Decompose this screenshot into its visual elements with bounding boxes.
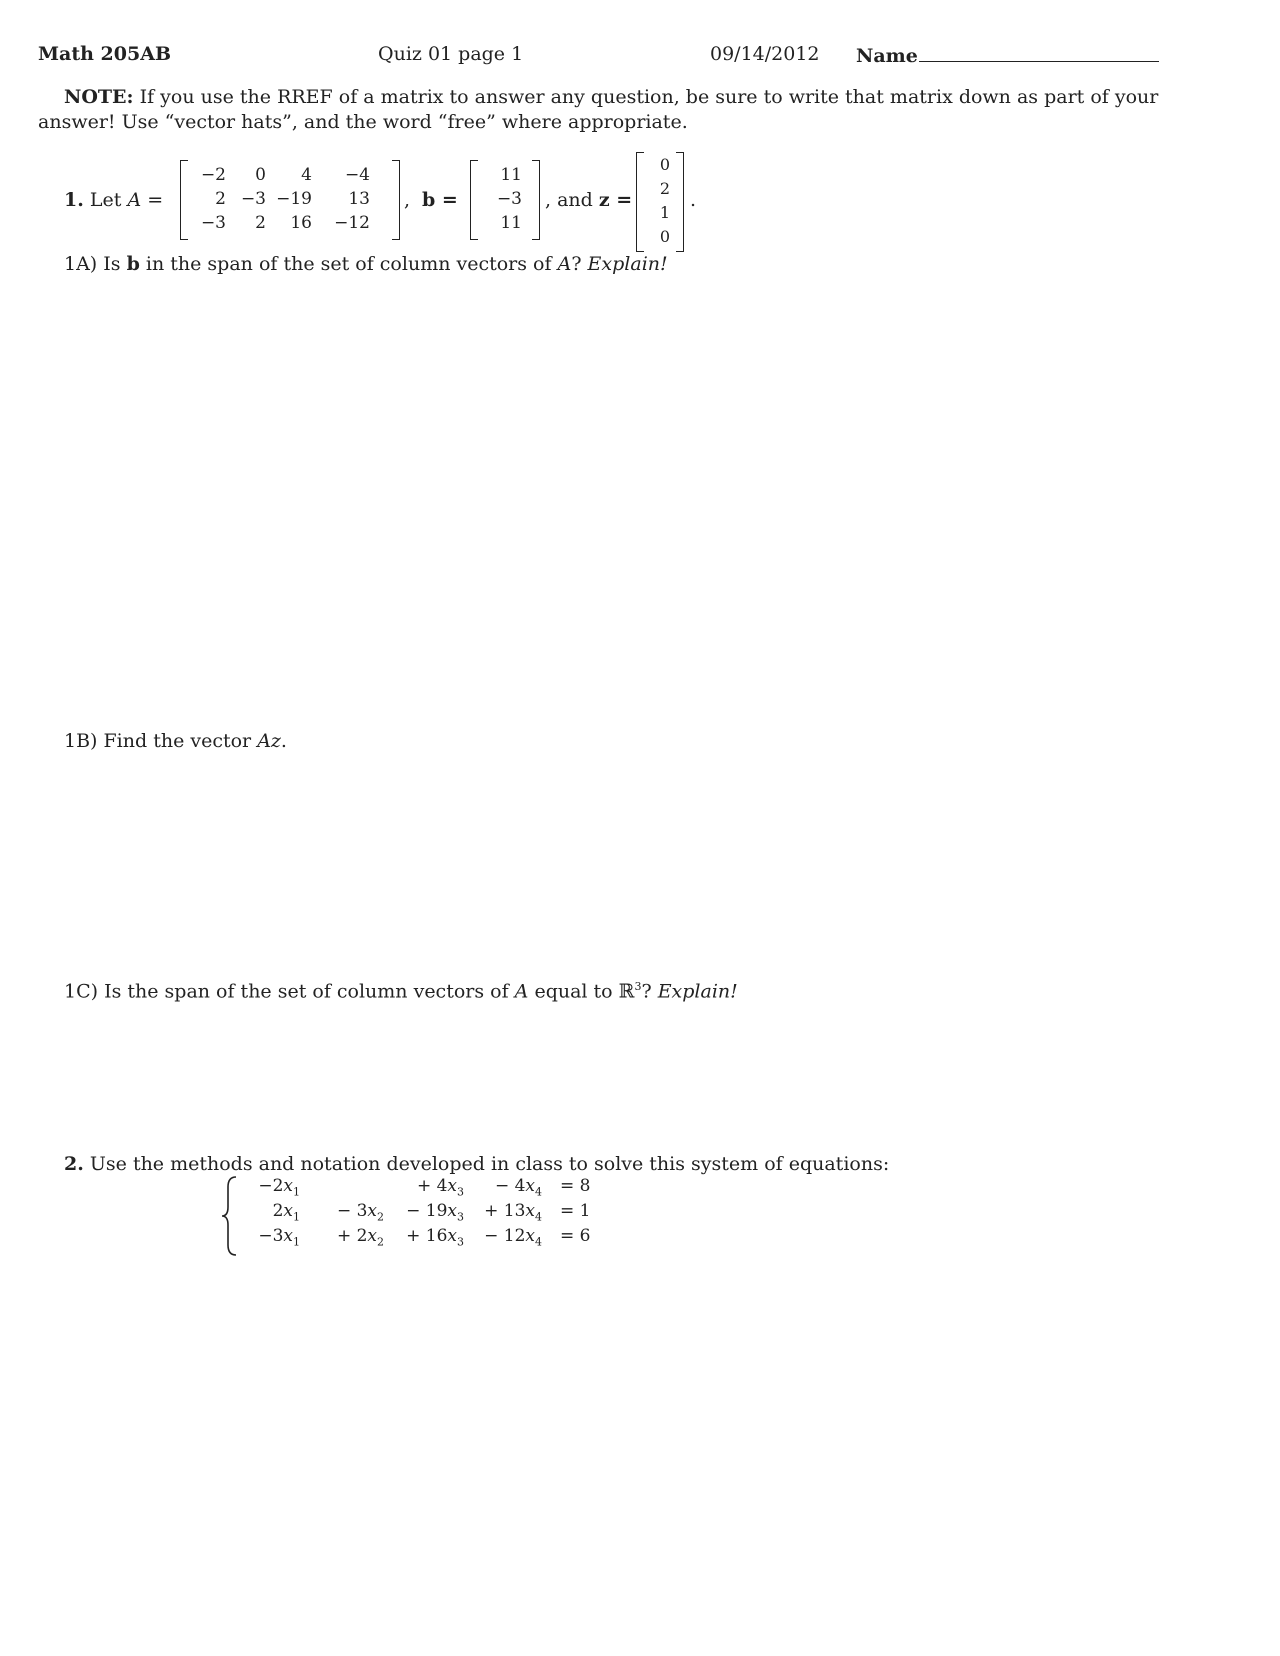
equation-term: − $3x_2$ <box>336 1201 384 1224</box>
brace-icon <box>220 1175 240 1257</box>
and-label: , and <box>545 189 593 211</box>
equation-term: $-3x_1$ <box>258 1226 300 1249</box>
q1a-explain: Explain! <box>587 253 668 275</box>
q1c-var: A <box>514 980 529 1003</box>
matrix-cell: 2 <box>215 189 226 209</box>
vector-cell: 1 <box>659 203 670 222</box>
comma: , <box>404 189 411 211</box>
vector-b-label: b = <box>422 189 458 211</box>
q1b-var: Az <box>257 730 281 752</box>
equation-term: + $16x_3$ <box>406 1226 464 1249</box>
matrix-A-right-bracket <box>392 160 400 240</box>
equation-system <box>244 1176 624 1256</box>
q1a-middle: in the span of the set of column vectors of <box>145 253 552 275</box>
quiz-date: 09/14/2012 <box>710 43 820 65</box>
vector-cell: 0 <box>659 227 670 246</box>
equation-term: − $19x_3$ <box>406 1201 464 1224</box>
q1c-exponent: 3 <box>634 980 642 993</box>
q2-text: Use the methods and notation developed in class to solve this system of equations: <box>89 1153 890 1175</box>
vector-b <box>470 160 540 240</box>
name-label: Name <box>856 45 918 67</box>
q1c-explain: Explain! <box>657 980 738 1003</box>
matrix-cell: 4 <box>301 165 312 185</box>
vector-z <box>636 152 684 252</box>
matrix-cell: −3 <box>240 189 266 209</box>
matrix-A-left-bracket <box>180 160 188 240</box>
question-1b <box>64 730 287 752</box>
course-title: Math 205AB <box>38 43 172 65</box>
vector-z-left-bracket <box>636 152 644 252</box>
q1-let-text: Let <box>89 189 122 211</box>
q1a-var: A <box>557 253 572 275</box>
vector-b-left-bracket <box>470 160 478 240</box>
note-text-2: answer! Use “vector hats”, and the word “free” where appropriate. <box>38 111 688 133</box>
note-line-1 <box>64 86 1158 108</box>
matrix-A <box>180 160 400 240</box>
note-label: NOTE: <box>64 86 134 108</box>
matrix-cell: −19 <box>276 189 312 209</box>
question-2 <box>64 1153 889 1175</box>
q1c-end: ? <box>641 980 652 1003</box>
matrix-cell: −3 <box>200 213 226 233</box>
matrix-A-label: A = <box>127 189 164 211</box>
matrix-cell: −2 <box>200 165 226 185</box>
quiz-title: Quiz 01 page 1 <box>378 43 524 65</box>
name-blank-line[interactable] <box>919 43 1159 62</box>
matrix-cell: −12 <box>334 213 370 233</box>
q1-number: 1. <box>64 189 84 211</box>
q2-number: 2. <box>64 1153 84 1175</box>
q1a-prefix: 1A) Is <box>64 253 121 275</box>
equation-term: − $12x_4$ <box>484 1226 542 1249</box>
question-1a <box>64 253 668 275</box>
and-text <box>545 189 632 211</box>
q1a-end: ? <box>571 253 582 275</box>
equation-term: $-2x_1$ <box>258 1176 300 1199</box>
vector-cell: 2 <box>659 179 670 198</box>
q1-let <box>64 189 163 211</box>
equation-rhs: = 1 <box>560 1201 591 1221</box>
equation-term: $2x_1$ <box>272 1201 300 1224</box>
matrix-cell: 16 <box>290 213 312 233</box>
vector-z-label: z = <box>598 189 633 211</box>
system-brace <box>220 1175 240 1257</box>
name-field[interactable] <box>856 43 1159 67</box>
matrix-cell: −4 <box>344 165 370 185</box>
equation-term: + $2x_2$ <box>336 1226 384 1249</box>
vector-cell: 11 <box>500 165 522 185</box>
equation-term: + $4x_3$ <box>416 1176 464 1199</box>
matrix-cell: 2 <box>255 213 266 233</box>
q1c-middle: equal to ℝ <box>534 980 635 1003</box>
q1c-prefix: 1C) Is the span of the set of column vectors of <box>64 980 509 1003</box>
question-1c <box>64 980 738 1002</box>
equation-rhs: = 8 <box>560 1176 591 1196</box>
equation-term: + $13x_4$ <box>484 1201 542 1224</box>
vector-cell: 0 <box>659 155 670 174</box>
matrix-cell: 0 <box>255 165 266 185</box>
q1b-period: . <box>280 730 287 752</box>
vector-b-right-bracket <box>532 160 540 240</box>
q1a-vector-b: b <box>126 253 140 275</box>
q1b-prefix: 1B) Find the vector <box>64 730 252 752</box>
equation-rhs: = 6 <box>560 1226 591 1246</box>
vector-cell: 11 <box>500 213 522 233</box>
equation-term: − $4x_4$ <box>494 1176 542 1199</box>
period: . <box>690 189 697 211</box>
matrix-cell: 13 <box>348 189 370 209</box>
vector-z-right-bracket <box>676 152 684 252</box>
note-text-1: If you use the RREF of a matrix to answer any question, be sure to write that matrix down as part of your <box>139 86 1159 108</box>
vector-cell: −3 <box>496 189 522 209</box>
